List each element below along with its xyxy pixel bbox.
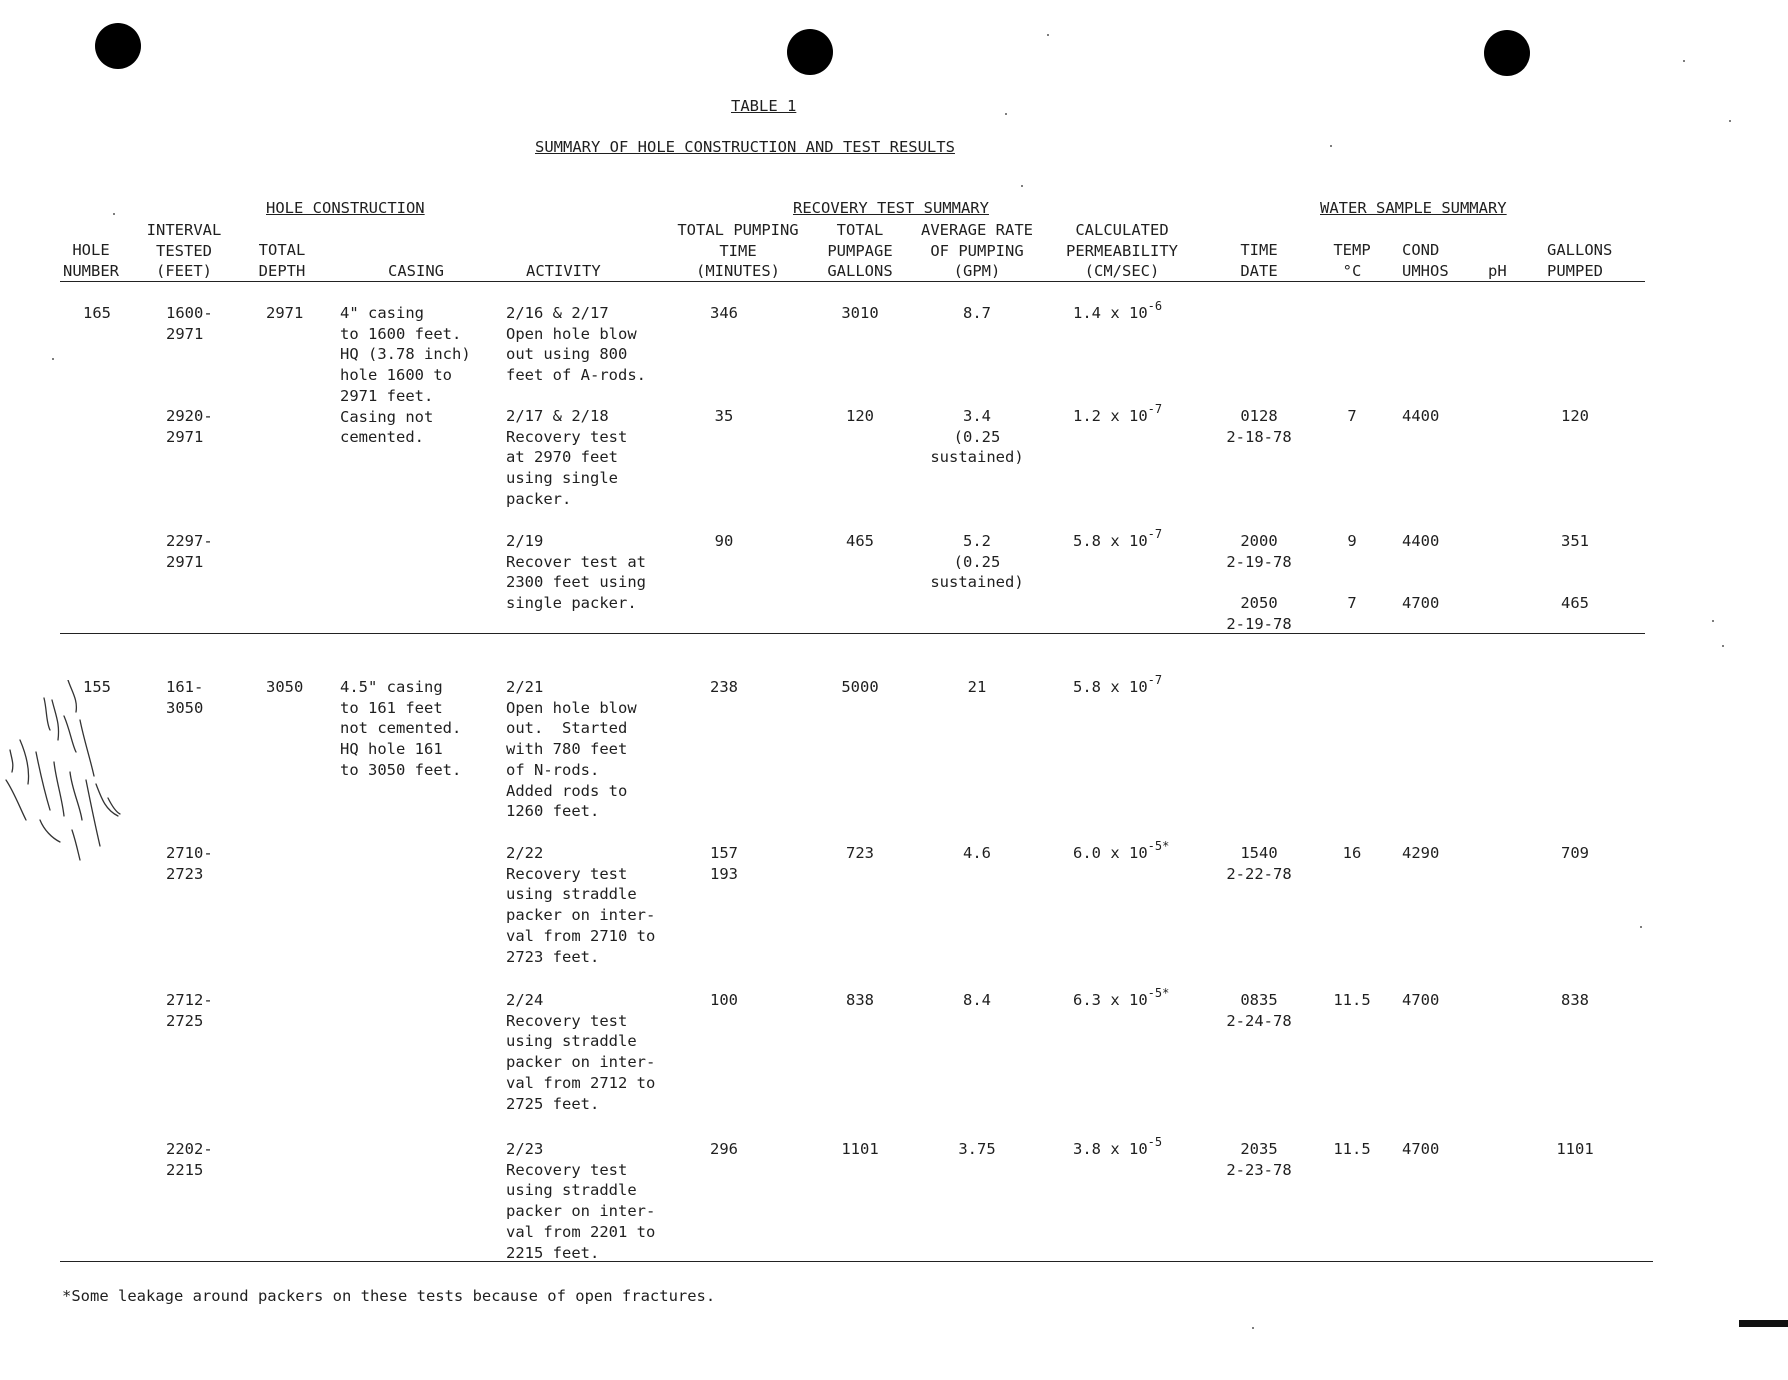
permeability-base: 5.8 x 10: [1073, 678, 1148, 696]
cell-permeability: [1073, 299, 1163, 325]
permeability-base: 6.3 x 10: [1073, 991, 1148, 1009]
punch-hole-center: [787, 29, 833, 75]
header-hole-number: HOLE NUMBER: [63, 241, 119, 280]
permeability-exponent: -5*: [1147, 839, 1170, 853]
cell-cond: 4400 4700: [1402, 532, 1440, 613]
cell-time-date: 2000 2-19-78 2050 2-19-78: [1226, 532, 1292, 633]
cell-gallons: 1101: [1556, 1140, 1594, 1158]
cell-activity: 2/21 Open hole blow out. Started with 780 feet of N-rods. Added rods to 1260 feet.: [506, 678, 637, 821]
header-total-depth: TOTAL DEPTH: [258, 241, 306, 280]
cell-permeability: [1073, 402, 1163, 428]
cell-interval: 2712- 2725: [166, 991, 213, 1030]
cell-time-date: 1540 2-22-78: [1226, 844, 1292, 883]
group-water-sample: WATER SAMPLE SUMMARY: [1320, 199, 1507, 217]
permeability-base: 6.0 x 10: [1073, 844, 1148, 862]
bottom-rule: [60, 1261, 1653, 1262]
cell-pumpage: 838: [846, 991, 874, 1009]
punch-hole-right: [1484, 30, 1530, 76]
permeability-exponent: -6: [1147, 299, 1163, 313]
cell-temp: 9 7: [1347, 532, 1357, 613]
cell-avg-rate: 3.4 (0.25 sustained): [930, 407, 1024, 467]
cell-pumping-time: 238: [710, 678, 738, 696]
header-gallons: GALLONS PUMPED: [1547, 241, 1613, 280]
cell-gallons: 838: [1561, 991, 1589, 1009]
cell-time-date: 0128 2-18-78: [1226, 407, 1292, 446]
permeability-exponent: -7: [1147, 402, 1163, 416]
cell-cond: 4700: [1402, 1140, 1440, 1158]
header-pumpage: TOTAL PUMPAGE GALLONS: [827, 221, 893, 281]
scan-dash-right: [1739, 1320, 1788, 1327]
cell-interval: 2297- 2971: [166, 532, 213, 571]
cell-activity: 2/22 Recovery test using straddle packer on inter- val from 2710 to 2723 feet.: [506, 844, 656, 966]
cell-total-depth: 2971: [266, 304, 304, 322]
cell-pumpage: 5000: [841, 678, 879, 696]
table-title: SUMMARY OF HOLE CONSTRUCTION AND TEST RESULTS: [535, 138, 955, 156]
section-rule: [60, 633, 1645, 634]
cell-avg-rate: 4.6: [963, 844, 991, 862]
cell-pumping-time: 157 193: [710, 844, 738, 883]
cell-temp: 11.5: [1333, 1140, 1371, 1158]
cell-gallons: 351 465: [1561, 532, 1589, 613]
cell-permeability: [1073, 986, 1170, 1012]
cell-temp: 11.5: [1333, 991, 1371, 1009]
permeability-exponent: -7: [1147, 673, 1163, 687]
cell-activity: 2/23 Recovery test using straddle packer on inter- val from 2201 to 2215 feet.: [506, 1140, 656, 1262]
cell-interval: 2202- 2215: [166, 1140, 213, 1179]
header-ph: pH: [1488, 262, 1507, 280]
cell-temp: 16: [1342, 844, 1362, 862]
cell-pumpage: 3010: [841, 304, 879, 322]
cell-hole-number: 165: [83, 304, 111, 322]
cell-permeability: [1073, 673, 1163, 699]
permeability-base: 1.4 x 10: [1073, 304, 1148, 322]
punch-hole-left: [95, 23, 141, 69]
cell-activity: 2/24 Recovery test using straddle packer on inter- val from 2712 to 2725 feet.: [506, 991, 656, 1113]
permeability-exponent: -7: [1147, 527, 1163, 541]
table-label: TABLE 1: [731, 97, 797, 115]
cell-avg-rate: 8.4: [963, 991, 991, 1009]
permeability-exponent: -5*: [1147, 986, 1170, 1000]
cell-avg-rate: 5.2 (0.25 sustained): [930, 532, 1024, 592]
cell-interval: 161- 3050: [166, 678, 204, 717]
group-hole-construction: HOLE CONSTRUCTION: [266, 199, 425, 217]
group-recovery-test: RECOVERY TEST SUMMARY: [793, 199, 989, 217]
header-pumping-time: TOTAL PUMPING TIME (MINUTES): [677, 221, 799, 281]
cell-activity: 2/19 Recover test at 2300 feet using single packer.: [506, 532, 646, 613]
cell-interval: 2710- 2723: [166, 844, 213, 883]
permeability-base: 1.2 x 10: [1073, 407, 1148, 425]
permeability-base: 5.8 x 10: [1073, 532, 1148, 550]
cell-permeability: [1073, 839, 1170, 865]
cell-pumping-time: 35: [714, 407, 734, 425]
cell-activity: 2/16 & 2/17 Open hole blow out using 800 feet of A-rods.: [506, 304, 646, 385]
header-rule: [60, 281, 1645, 282]
cell-pumpage: 1101: [841, 1140, 879, 1158]
cell-time-date: 2035 2-23-78: [1226, 1140, 1292, 1179]
cell-cond: 4700: [1402, 991, 1440, 1009]
cell-hole-number: 155: [83, 678, 111, 696]
cell-pumpage: 465: [846, 532, 874, 550]
cell-pumping-time: 90: [714, 532, 734, 550]
cell-activity: 2/17 & 2/18 Recovery test at 2970 feet using single packer.: [506, 407, 628, 508]
cell-cond: 4400: [1402, 407, 1440, 425]
cell-interval: 1600- 2971: [166, 304, 213, 343]
cell-interval: 2920- 2971: [166, 407, 213, 446]
cell-avg-rate: 8.7: [963, 304, 991, 322]
margin-scribble: [0, 680, 130, 880]
cell-total-depth: 3050: [266, 678, 304, 696]
cell-casing: 4" casing to 1600 feet. HQ (3.78 inch) hole 1600 to 2971 feet. Casing not cemented.: [340, 304, 471, 447]
cell-cond: 4290: [1402, 844, 1440, 862]
cell-pumping-time: 346: [710, 304, 738, 322]
footnote: *Some leakage around packers on these tests because of open fractures.: [62, 1287, 716, 1305]
cell-gallons: 709: [1561, 844, 1589, 862]
header-avg-rate: AVERAGE RATE OF PUMPING (GPM): [921, 221, 1033, 281]
permeability-base: 3.8 x 10: [1073, 1140, 1148, 1158]
cell-pumpage: 120: [846, 407, 874, 425]
cell-avg-rate: 21: [967, 678, 987, 696]
cell-pumping-time: 296: [710, 1140, 738, 1158]
header-casing: CASING: [388, 262, 444, 280]
cell-permeability: [1073, 1135, 1163, 1161]
header-activity: ACTIVITY: [526, 262, 601, 280]
header-permeability: CALCULATED PERMEABILITY (CM/SEC): [1066, 221, 1178, 281]
cell-pumping-time: 100: [710, 991, 738, 1009]
cell-gallons: 120: [1561, 407, 1589, 425]
cell-casing: 4.5" casing to 161 feet not cemented. HQ hole 161 to 3050 feet.: [340, 678, 462, 779]
header-temp: TEMP °C: [1333, 241, 1371, 280]
header-time-date: TIME DATE: [1240, 241, 1278, 280]
cell-permeability: [1073, 527, 1163, 553]
header-interval: INTERVAL TESTED (FEET): [146, 221, 222, 281]
permeability-exponent: -5: [1147, 1135, 1163, 1149]
header-cond: COND UMHOS: [1402, 241, 1449, 280]
cell-avg-rate: 3.75: [958, 1140, 996, 1158]
cell-time-date: 0835 2-24-78: [1226, 991, 1292, 1030]
cell-pumpage: 723: [846, 844, 874, 862]
cell-temp: 7: [1347, 407, 1357, 425]
